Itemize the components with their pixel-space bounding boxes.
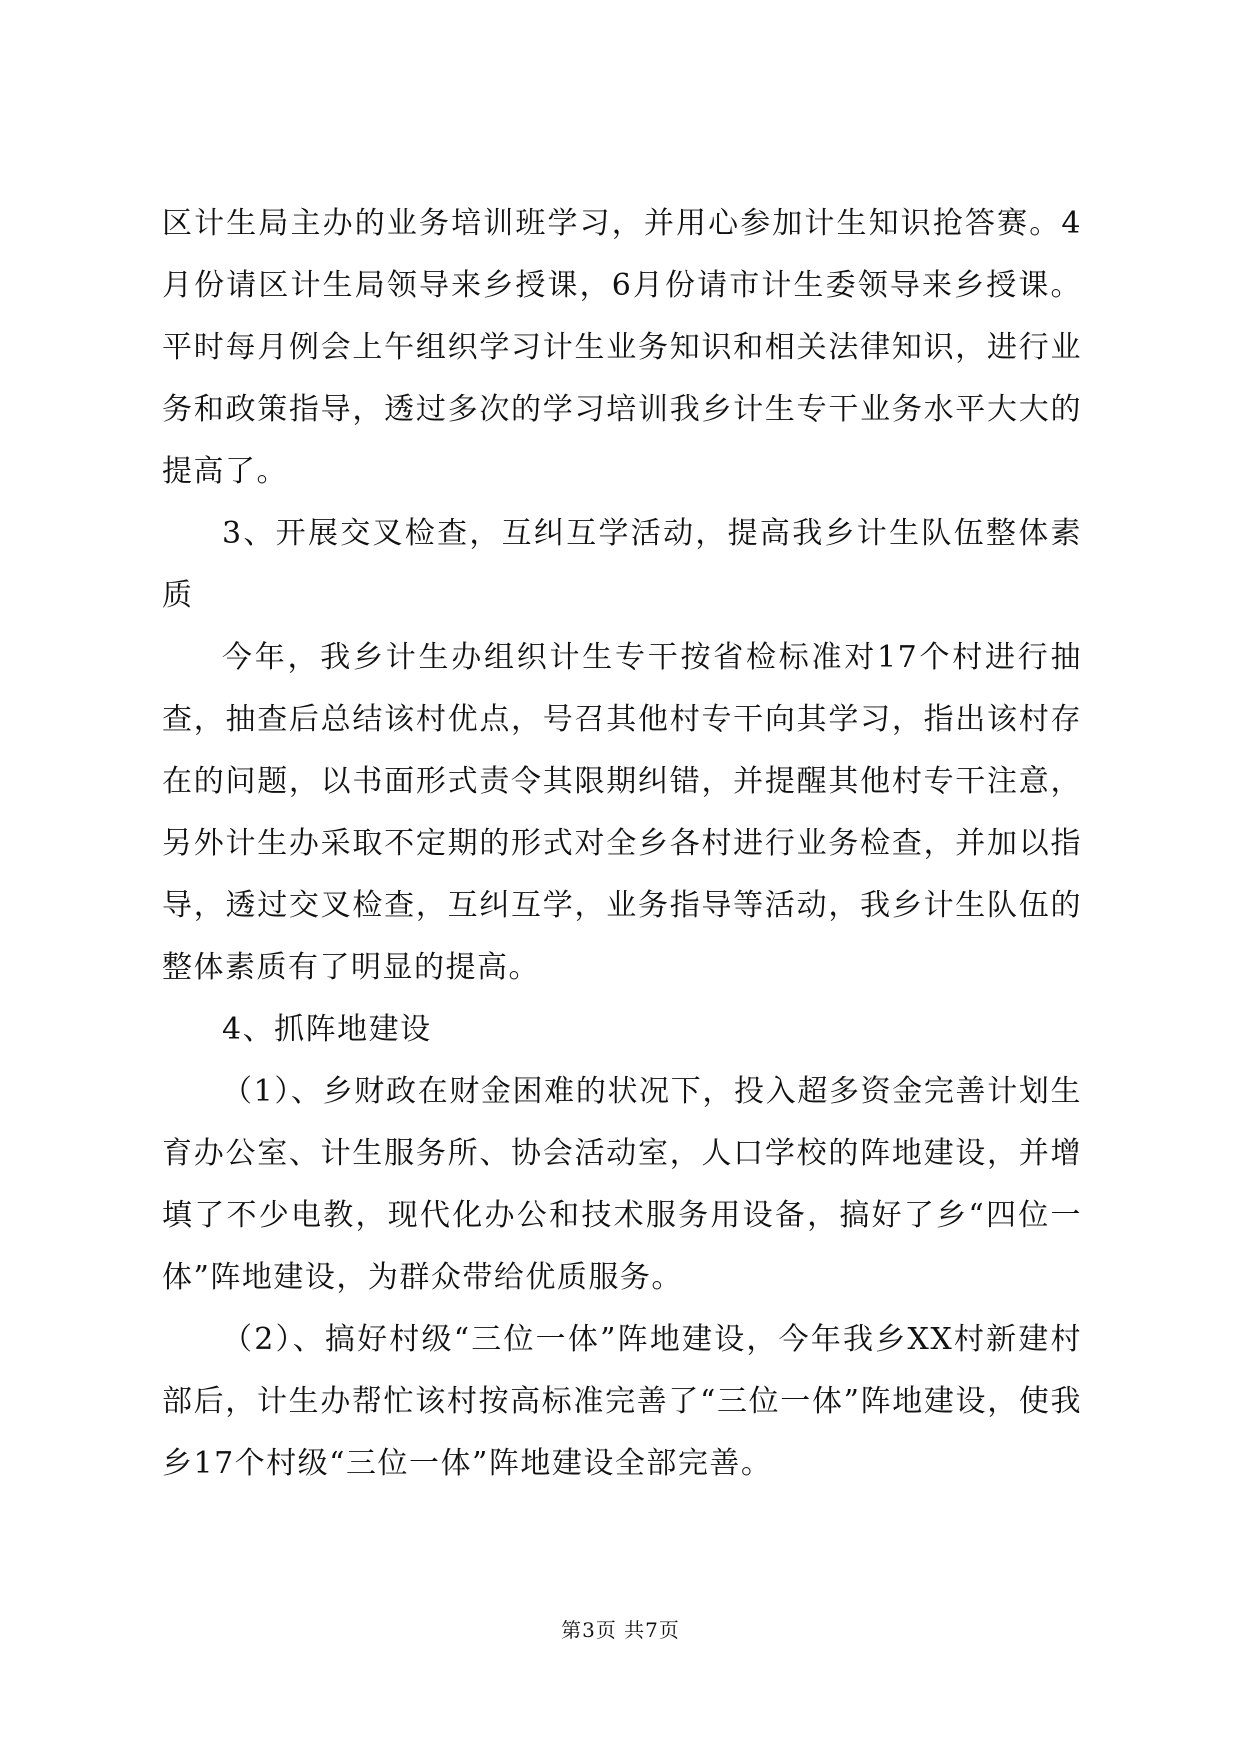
heading-cross-inspection: 3、开展交叉检查，互纠互学活动，提高我乡计生队伍整体素质: [162, 516, 1082, 613]
document-body: [162, 193, 1082, 1495]
paragraph-cross-inspection: 今年，我乡计生办组织计生专干按省检标准对17个村进行抽查，抽查后总结该村优点，号召其他村专干向其学习，指出该村存在的问题，以书面形式责令其限期纠错，并提醒其他村专干注意，另外计生办采取不定期的形式对全乡各村进行业务检查，并加以指导，透过交叉检查，互纠互学，业务指导等活动，我乡计生队伍的整体素质有了明显的提高。: [162, 640, 1082, 985]
paragraph-base-construction-2: （2）、搞好村级“三位一体”阵地建设，今年我乡XX村新建村部后，计生办帮忙该村按高标准完善了“三位一体”阵地建设，使我乡17个村级“三位一体”阵地建设全部完善。: [162, 1322, 1082, 1481]
paragraph-training-continued: 区计生局主办的业务培训班学习，并用心参加计生知识抢答赛。4月份请区计生局领导来乡授课，6月份请市计生委领导来乡授课。平时每月例会上午组织学习计生业务知识和相关法律知识，进行业务和政策指导，透过多次的学习培训我乡计生专干业务水平大大的提高了。: [162, 206, 1082, 489]
page-number-footer: 第3页 共7页: [561, 1618, 680, 1642]
paragraph-base-construction-1: （1）、乡财政在财金困难的状况下，投入超多资金完善计划生育办公室、计生服务所、协会活动室，人口学校的阵地建设，并增填了不少电教，现代化办公和技术服务用设备，搞好了乡“四位一体”阵地建设，为群众带给优质服务。: [162, 1074, 1082, 1295]
heading-base-construction: 4、抓阵地建设: [222, 1012, 432, 1047]
